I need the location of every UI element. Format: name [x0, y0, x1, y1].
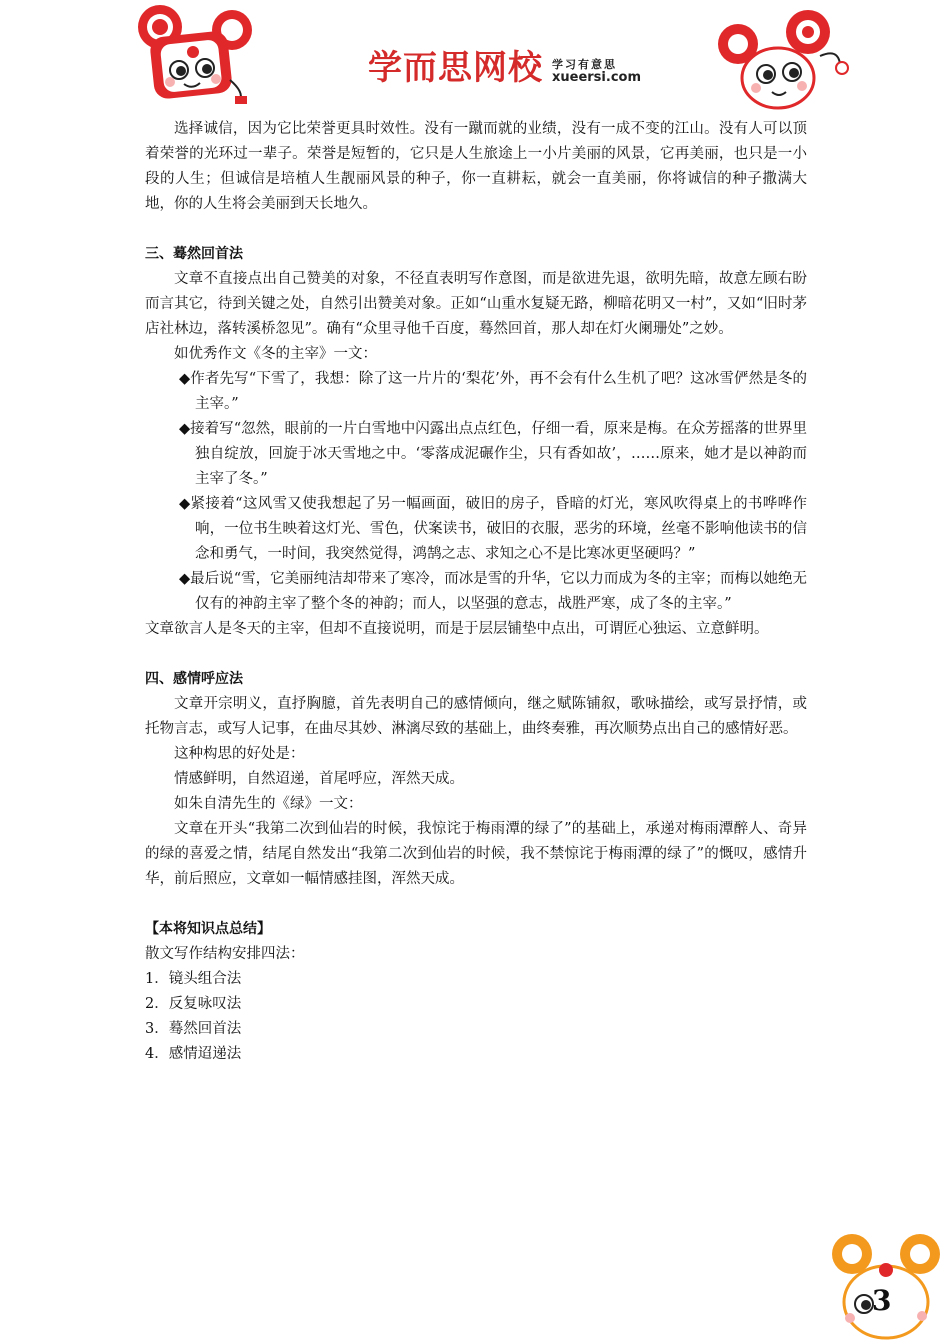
section3-title: 三、蓦然回首法	[145, 246, 243, 262]
section4-benefit: 情感鲜明，自然迢递，首尾呼应，浑然天成。	[174, 771, 464, 787]
summary-lead: 散文写作结构安排四法：	[145, 946, 305, 962]
section3-example: 如优秀作文《冬的主宰》一文：	[174, 346, 377, 362]
section3-bullet: ◆接着写“忽然，眼前的一片白雪地中闪露出点点红色，仔细一看，原来是梅。在众芳摇落的世界里独自绽放，回旋于冰天雪地之中。‘零落成泥碾作尘，只有香如故’，……原来，她才是以神韵而主宰了冬。”	[179, 421, 807, 487]
mascot-left-icon	[132, 2, 262, 112]
section4-intro: 文章开宗明义，直抒胸臆，首先表明自己的感情倾向，继之赋陈铺叙，歌咏描绘，或写景抒情，或托物言志，或写人记事，在曲尽其妙、淋漓尽致的基础上，曲终奏雅，再次顺势点出自己的感情好恶。	[145, 696, 807, 737]
section3-intro: 文章不直接点出自己赞美的对象，不径直表明写作意图，而是欲进先退，欲明先暗，故意左顾右盼而言其它，待到关键之处，自然引出赞美对象。正如“山重水复疑无路，柳暗花明又一村”，又如“旧时茅店社林边，落转溪桥忽见”。确有“众里寻他千百度，蓦然回首，那人却在灯火阑珊处”之妙。	[145, 271, 807, 337]
summary-item: 3．蓦然回首法	[145, 1021, 242, 1037]
section3-bullet: ◆最后说“雪，它美丽纯洁却带来了寒冷，而冰是雪的升华，它以力而成为冬的主宰；而梅以她绝无仅有的神韵主宰了整个冬的神韵；而人，以坚强的意志，战胜严寒，成了冬的主宰。”	[179, 571, 807, 612]
section3-conclusion: 文章欲言人是冬天的主宰，但却不直接说明，而是于层层铺垫中点出，可谓匠心独运、立意鲜明。	[145, 621, 769, 637]
document-body	[145, 117, 807, 1067]
mascot-right-icon	[716, 8, 850, 112]
section3-bullet: ◆紧接着“这风雪又使我想起了另一幅画面，破旧的房子，昏暗的灯光，寒风吹得桌上的书哗哗作响，一位书生映着这灯光、雪色，伏案读书，破旧的衣服，恶劣的环境，丝毫不影响他读书的信念和勇气，一时间，我突然觉得，鸿鹄之志、求知之心不是比寒冰更坚硬吗？”	[179, 496, 807, 562]
section4-benefit-label: 这种构思的好处是：	[174, 746, 305, 762]
section4-analysis: 文章在开头“我第二次到仙岩的时候，我惊诧于梅雨潭的绿了”的基础上，承递对梅雨潭醉人、奇异的绿的喜爱之情，结尾自然发出“我第二次到仙岩的时候，我不禁惊诧于梅雨潭的绿了”的慨叹，感情升华，前后照应，文章如一幅情感挂图，浑然天成。	[145, 821, 807, 887]
summary-item: 1．镜头组合法	[145, 971, 242, 987]
page-number: 3	[872, 1284, 892, 1317]
brand-domain: xueersi.com	[552, 70, 642, 85]
brand-side	[552, 58, 641, 84]
paragraph-integrity: 选择诚信，因为它比荣誉更具时效性。没有一蹴而就的业绩，没有一成不变的江山。没有人可以顶着荣誉的光环过一辈子。荣誉是短暂的，它只是人生旅途上一小片美丽的风景，它再美丽，也只是一小段的人生；但诚信是培植人生靓丽风景的种子，你一直耕耘，就会一直美丽，你将诚信的种子撒满大地，你的人生将会美丽到天长地久。	[145, 121, 807, 212]
brand-slogan: 学习有意思	[552, 58, 617, 71]
summary-item: 2．反复咏叹法	[145, 996, 242, 1012]
section4-example: 如朱自清先生的《绿》一文：	[174, 796, 363, 812]
section4-title: 四、感情呼应法	[145, 671, 243, 687]
page-header	[0, 0, 950, 115]
brand-name: 学而思网校	[368, 48, 543, 88]
summary-item: 4．感情迢递法	[145, 1046, 242, 1062]
section3-bullet: ◆作者先写“下雪了，我想：除了这一片片的‘梨花’外，再不会有什么生机了吧？这冰雪俨然是冬的主宰。”	[179, 371, 807, 412]
summary-title: 【本将知识点总结】	[145, 921, 271, 937]
